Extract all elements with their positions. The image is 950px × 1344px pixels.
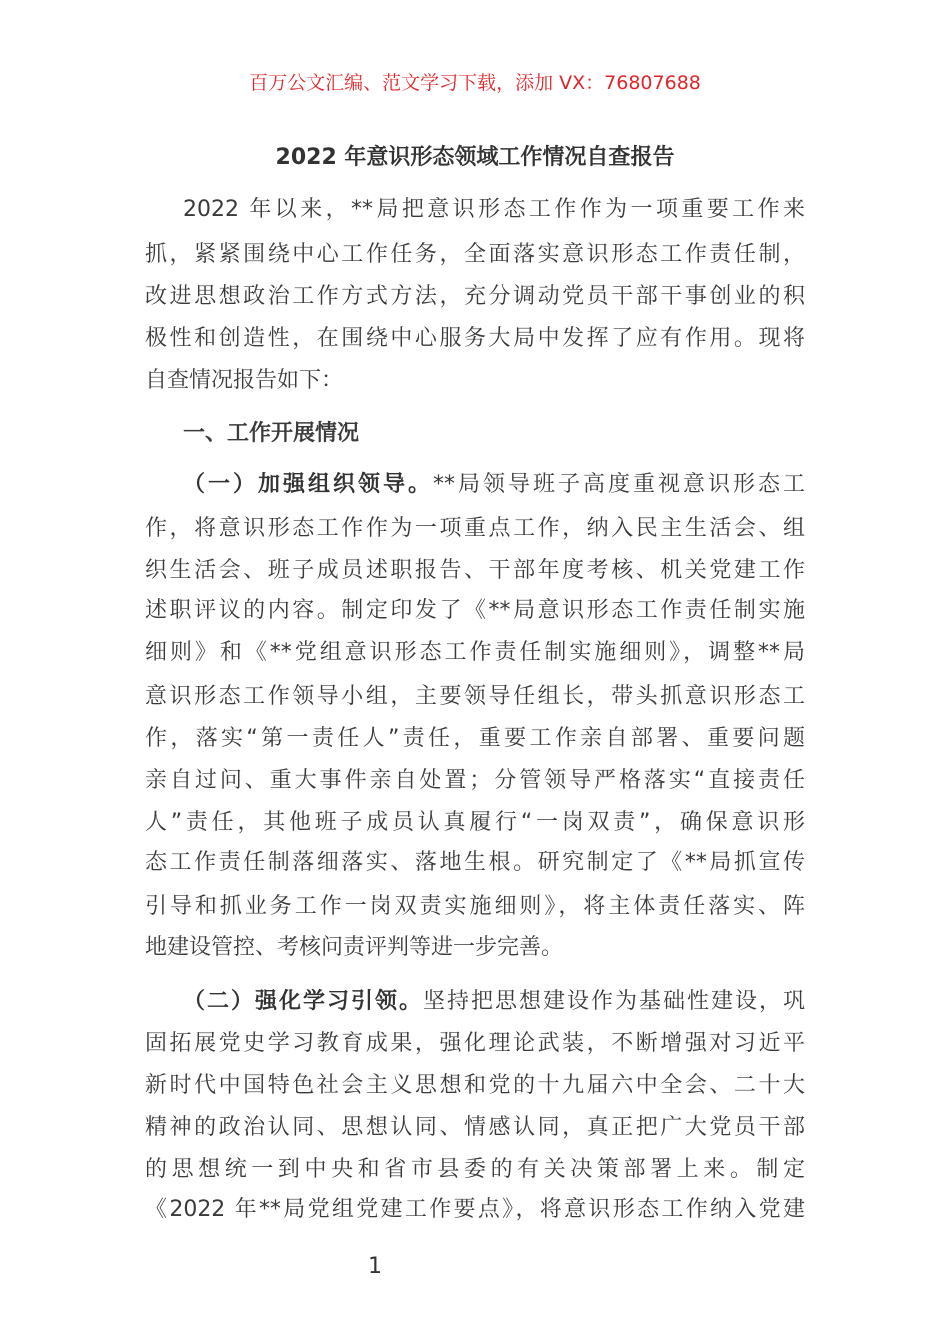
text-line	[145, 724, 805, 754]
text-line	[145, 556, 805, 586]
line-text: 精神的政治认同、思想认同、情感认同，真正把广大党员干部	[145, 1115, 805, 1140]
line-text: 态工作责任制落细落实、落地生根。研究制定了《**局抓宣传	[145, 850, 805, 875]
line-text: 织生活会、班子成员述职报告、干部年度考核、机关党建工作	[145, 558, 805, 583]
text-line	[183, 470, 805, 500]
line-text: 亲自过问、重大事件亲自处置；分管领导严格落实“直接责任	[145, 768, 805, 793]
text-line	[145, 766, 805, 796]
text-line	[145, 596, 805, 626]
line-text: 引导和抓业务工作一岗双责实施细则》，将主体责任落实、阵	[145, 894, 805, 919]
line-text: 坚持把思想建设作为基础性建设，巩	[423, 989, 805, 1014]
text-line	[145, 1029, 805, 1059]
text-line	[145, 240, 805, 270]
line-text: 细则》和《**党组意识形态工作责任制实施细则》，调整**局	[145, 640, 805, 665]
text-line	[145, 848, 805, 878]
text-line	[145, 282, 805, 312]
text-line	[145, 933, 805, 963]
text-line	[145, 514, 805, 544]
line-text: 《2022 年**局党组党建工作要点》，将意识形态工作纳入党建	[145, 1197, 805, 1222]
paragraph-lead: （一）加强组织领导。	[183, 472, 433, 497]
line-text: 述职评议的内容。制定印发了《**局意识形态工作责任制实施	[145, 598, 805, 623]
line-text: **局领导班子高度重视意识形态工	[433, 472, 805, 497]
watermark-banner: 百万公文汇编、范文学习下载，添加 VX：76807688	[249, 72, 701, 94]
text-line	[145, 324, 805, 354]
line-text: 2022 年以来，**局把意识形态工作作为一项重要工作来	[183, 197, 805, 222]
page-number: 1	[368, 1254, 382, 1279]
section-heading: 一、工作开展情况	[183, 421, 360, 446]
line-text: 地建设管控、考核问责评判等进一步完善。	[145, 935, 564, 960]
text-line	[145, 1113, 805, 1143]
text-line	[145, 366, 805, 396]
text-line	[145, 638, 805, 668]
line-text: 作，落实“第一责任人”责任，重要工作亲自部署、重要问题	[145, 726, 805, 751]
text-line	[145, 1195, 805, 1225]
text-line	[145, 1071, 805, 1101]
text-line	[145, 892, 805, 922]
line-text: 人”责任，其他班子成员认真履行“一岗双责”，确保意识形	[145, 810, 805, 835]
line-text: 作，将意识形态工作作为一项重点工作，纳入民主生活会、组	[145, 516, 805, 541]
text-line	[145, 808, 805, 838]
document-title: 2022 年意识形态领域工作情况自查报告	[275, 145, 675, 170]
line-text: 固拓展党史学习教育成果，强化理论武装，不断增强对习近平	[145, 1031, 805, 1056]
line-text: 自查情况报告如下：	[145, 368, 344, 393]
line-text: 抓，紧紧围绕中心工作任务，全面落实意识形态工作责任制，	[145, 242, 805, 267]
line-text: 意识形态工作领导小组，主要领导任组长，带头抓意识形态工	[145, 684, 805, 709]
line-text: 改进思想政治工作方式方法，充分调动党员干部干事创业的积	[145, 284, 805, 309]
text-line	[183, 987, 805, 1017]
text-line	[145, 682, 805, 712]
line-text: 的思想统一到中央和省市县委的有关决策部署上来。制定	[145, 1157, 805, 1182]
line-text: 极性和创造性，在围绕中心服务大局中发挥了应有作用。现将	[145, 326, 805, 351]
text-line	[145, 1155, 805, 1185]
paragraph-lead: （二）强化学习引领。	[183, 989, 423, 1014]
text-line	[183, 195, 805, 225]
line-text: 新时代中国特色社会主义思想和党的十九届六中全会、二十大	[145, 1073, 805, 1098]
